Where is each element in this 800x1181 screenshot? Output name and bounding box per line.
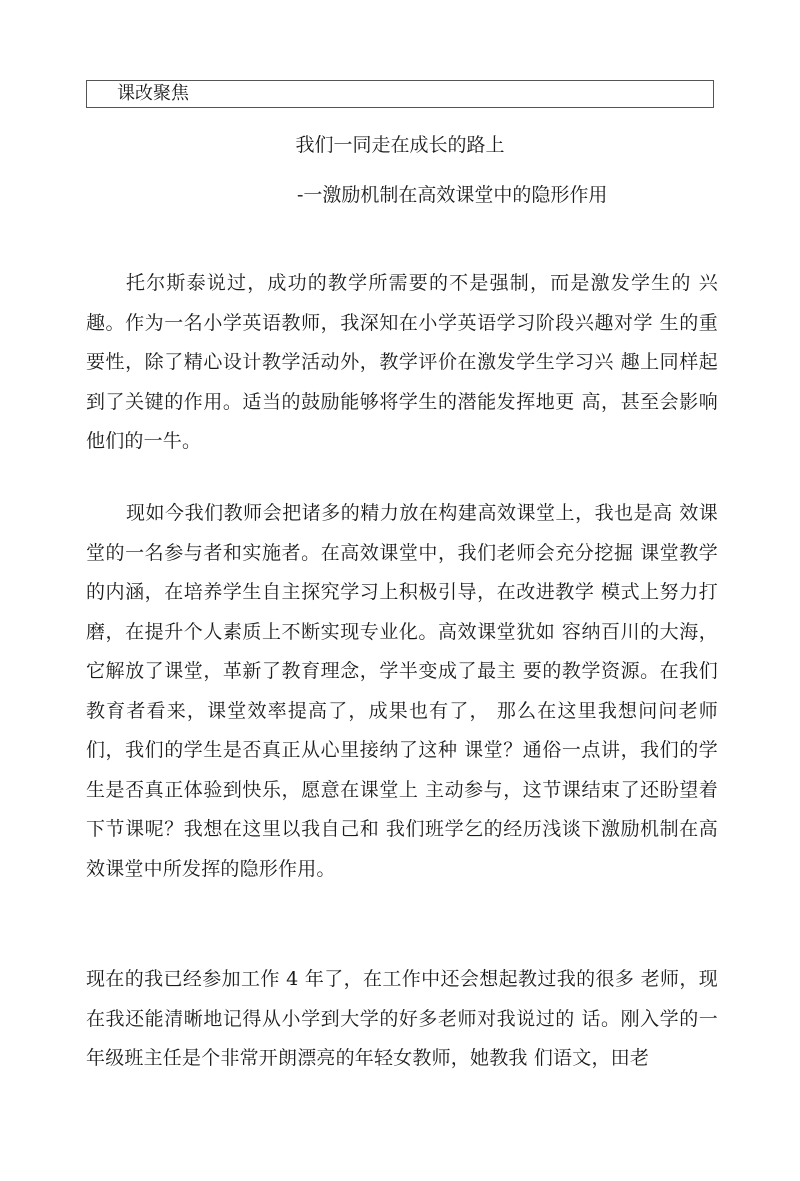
column-header-box	[86, 80, 714, 108]
paragraph-2: 现如今我们教师会把诸多的精力放在构建高效课堂上，我也是高 效课堂的一名参与者和实施者。在高效课堂中，我们老师会充分挖掘 课堂教学的内涵，在培养学生自主探究学习上积极引导，在改进教学 模式上努力打磨，在提升个人素质上不断实现专业化。高效课堂犹如 容纳百川的大海，它解放了课堂，革新了教育理念，学半变成了最主 要的教学资源。在我们教育者看来，课堂效率提高了，成果也有了， 那么在这里我想问问老师们，我们的学生是否真正从心里接纳了这种 课堂？通俗一点讲，我们的学生是否真正体验到快乐，愿意在课堂上 主动参与，这节课结束了还盼望着下节课呢？我想在这里以我自己和 我们班学乞的经历浅谈下激励机制在高效课堂中所发挥的隐形作用。	[86, 502, 718, 880]
column-label: 课改聚焦	[117, 83, 189, 104]
article-subtitle: -一激励机制在高效课堂中的隐形作用	[297, 184, 608, 206]
paragraph-3: 现在的我已经参加工作 4 年了，在工作中还会想起教过我的很多 老师，现在我还能清晰地记得从小学到大学的好多老师对我说过的 话。刚入学的一年级班主任是个非常开朗漂亮的年轻女教师，她教我 们语文，田老	[86, 968, 718, 1069]
paragraph-1: 托尔斯泰说过，成功的教学所需要的不是强制，而是激发学生的 兴趣。作为一名小学英语教师，我深知在小学英语学习阶段兴趣对学 生的重要性，除了精心设计教学活动外，教学评价在激发学生学习兴 趣上同样起到了关键的作用。适当的鼓励能够将学生的潜能发挥地更 高，甚至会影响他们的一牛。	[86, 272, 718, 452]
article-title: 我们一同走在成长的路上	[295, 134, 505, 156]
